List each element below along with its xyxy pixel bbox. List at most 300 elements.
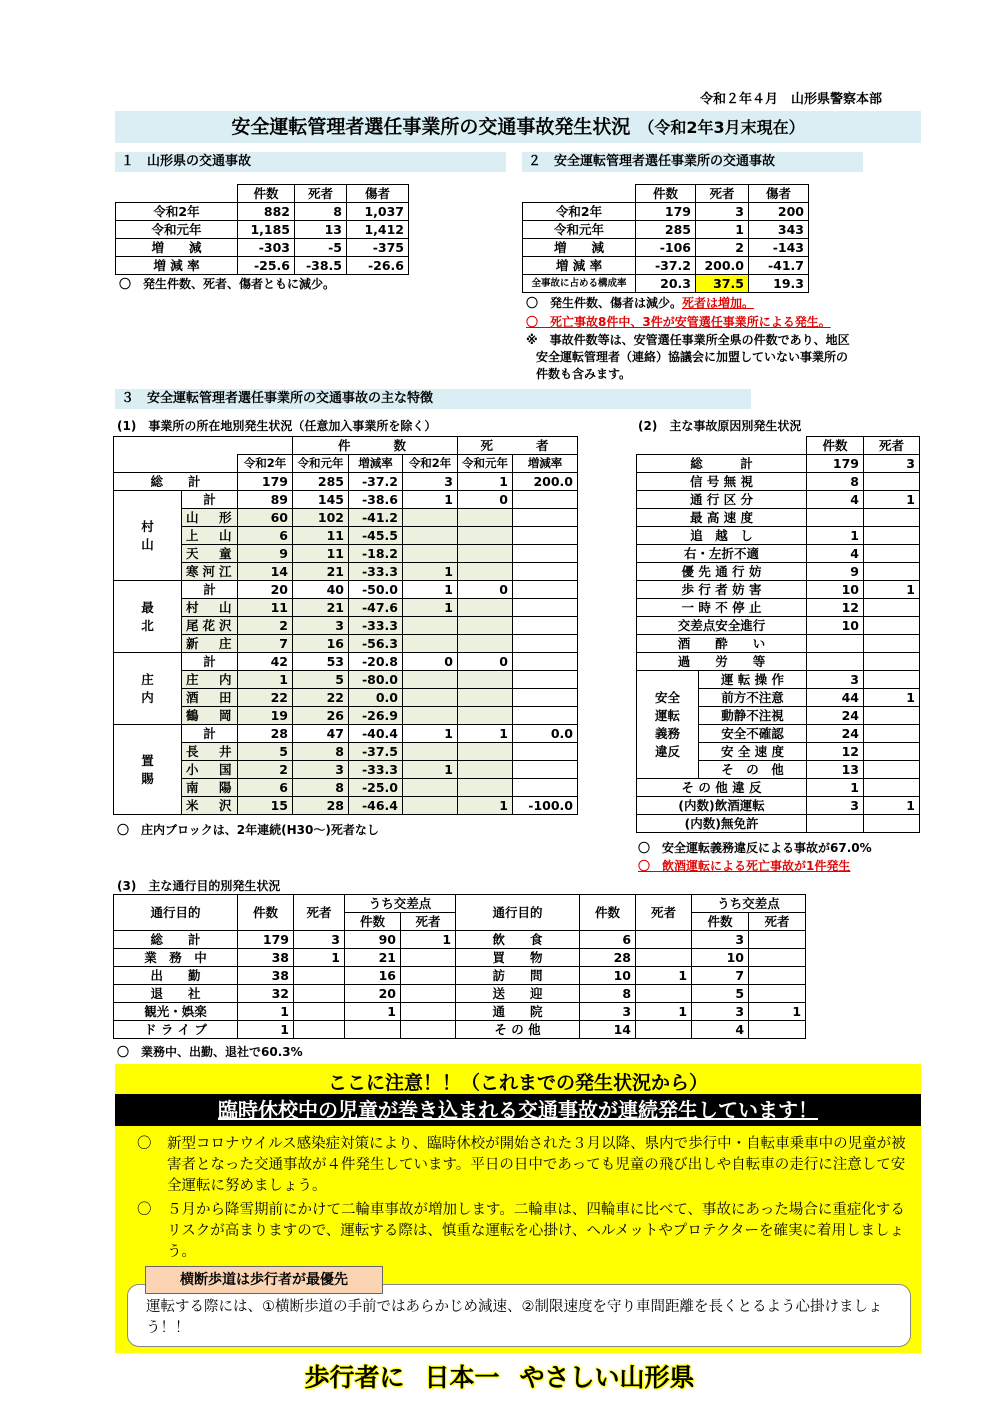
cell	[513, 653, 578, 671]
subtotal-label: 計	[182, 581, 238, 599]
cause-label: 総 計	[637, 455, 807, 473]
office-label: 長 井	[182, 743, 238, 761]
cell: 145	[293, 491, 349, 509]
table-row	[114, 599, 578, 617]
cell	[294, 967, 345, 985]
cell: 0	[403, 653, 458, 671]
table-row	[637, 473, 920, 491]
group-line: 運転	[654, 707, 680, 723]
cell: -37.5	[349, 743, 403, 761]
table-row	[114, 725, 578, 743]
col-header: 令和2年	[238, 455, 293, 473]
col-header: 件数	[636, 185, 696, 203]
cell	[403, 743, 458, 761]
table2-title: (2) 主な事故原因別発生状況	[638, 419, 802, 433]
cell: 20.3	[636, 275, 696, 293]
cell: 7	[692, 967, 749, 985]
cell	[864, 707, 920, 725]
cell: -38.6	[349, 491, 403, 509]
cell: 1	[864, 491, 920, 509]
cause-label: (内数)無免許	[637, 815, 807, 833]
col-header: 死者	[295, 185, 347, 203]
cell: 15	[238, 797, 293, 815]
table2-note2: 〇 飲酒運転による死亡事故が1件発生	[638, 859, 851, 873]
cell	[403, 617, 458, 635]
region-name	[114, 491, 182, 581]
cell: 0.0	[513, 725, 578, 743]
purpose-label: 送 迎	[456, 985, 580, 1003]
purpose-label: 訪 問	[456, 967, 580, 985]
col-header: うち交差点	[692, 895, 806, 913]
cell: 89	[238, 491, 293, 509]
cause-label: 信 号 無 視	[637, 473, 807, 491]
cell	[513, 599, 578, 617]
cause-label: 前方不注意	[699, 689, 807, 707]
cell: 26	[293, 707, 349, 725]
cell: 0	[458, 581, 513, 599]
region-char: 内	[141, 689, 154, 705]
col-header: 件数	[238, 895, 294, 931]
cell: 13	[295, 221, 347, 239]
cell	[513, 581, 578, 599]
table-row	[114, 967, 806, 985]
cause-label: 酒 酔 い	[637, 635, 807, 653]
region-name	[114, 725, 182, 815]
cell	[403, 689, 458, 707]
cell: 19	[238, 707, 293, 725]
cell	[458, 761, 513, 779]
col-header: 死者	[864, 437, 920, 455]
cell: -303	[238, 239, 295, 257]
cell: -56.3	[349, 635, 403, 653]
cell: 20	[238, 581, 293, 599]
table-row	[114, 931, 806, 949]
cell: 42	[238, 653, 293, 671]
cell	[864, 725, 920, 743]
cell: 343	[749, 221, 809, 239]
table-row	[114, 545, 578, 563]
location-table	[113, 436, 578, 815]
table-row	[637, 581, 920, 599]
row-label: 増 減 率	[116, 257, 238, 275]
cell: -18.2	[349, 545, 403, 563]
office-label: 寒河江	[182, 563, 238, 581]
crosswalk-priority-tag: 横断歩道は歩行者が最優先	[145, 1266, 383, 1294]
cell: 24	[807, 725, 864, 743]
region-char: 最	[141, 599, 154, 615]
cell: -46.4	[349, 797, 403, 815]
cell: 285	[636, 221, 696, 239]
cell: -375	[347, 239, 409, 257]
cell	[636, 985, 692, 1003]
cell: 1	[401, 931, 456, 949]
region-char: 置	[141, 752, 154, 768]
cell: 4	[807, 545, 864, 563]
purpose-label: 出 勤	[114, 967, 238, 985]
cell	[458, 743, 513, 761]
cell: -106	[636, 239, 696, 257]
cell	[636, 949, 692, 967]
cell	[513, 707, 578, 725]
caution-box	[115, 1064, 921, 1353]
section2-note3c: 件数も含みます。	[536, 367, 632, 381]
cell: 200	[749, 203, 809, 221]
cell: 32	[238, 985, 294, 1003]
cell	[401, 1021, 456, 1039]
title-main: 安全運転管理者選任事業所の交通事故発生状況	[231, 116, 631, 138]
cell: 1	[807, 779, 864, 797]
cell	[458, 617, 513, 635]
cell: 44	[807, 689, 864, 707]
cell	[345, 1021, 401, 1039]
cause-label: 優 先 通 行 妨	[637, 563, 807, 581]
violation-group-label	[637, 671, 699, 779]
cell: 5	[293, 671, 349, 689]
cell: 1	[294, 949, 345, 967]
cell: 3	[696, 203, 749, 221]
table-row	[114, 491, 578, 509]
cell: 21	[345, 949, 401, 967]
cause-label: そ の 他	[699, 761, 807, 779]
table-row	[114, 797, 578, 815]
section2-note1	[526, 295, 754, 312]
bullet-mark: 〇	[137, 1136, 152, 1152]
header-count: 件 数	[293, 437, 458, 455]
table1-title: (1) 事業所の所在地別発生状況（任意加入事業所を除く）	[117, 419, 437, 433]
table-row	[114, 1003, 806, 1021]
cell: 2	[238, 617, 293, 635]
group-line: 義務	[654, 725, 680, 741]
cell: 3	[864, 455, 920, 473]
cell: -38.5	[295, 257, 347, 275]
cell	[403, 707, 458, 725]
cell: -25.0	[349, 779, 403, 797]
cell	[864, 509, 920, 527]
cell: 1,037	[347, 203, 409, 221]
office-label: 小 国	[182, 761, 238, 779]
table-row	[114, 689, 578, 707]
cell: 200.0	[696, 257, 749, 275]
cell: 20	[345, 985, 401, 1003]
cell: 8	[580, 985, 636, 1003]
note-alert: 死者は増加。	[682, 296, 755, 310]
cell: 28	[238, 725, 293, 743]
cell	[749, 931, 806, 949]
cell: 21	[293, 563, 349, 581]
group-line: 安全	[654, 689, 680, 705]
col-header: 件数	[580, 895, 636, 931]
cell: 3	[294, 931, 345, 949]
cell: 1	[238, 1003, 294, 1021]
cell: 4	[807, 491, 864, 509]
row-label: 増 減 率	[523, 257, 636, 275]
cell	[294, 1021, 345, 1039]
table-row	[637, 527, 920, 545]
subtotal-label: 計	[182, 491, 238, 509]
subtotal-label: 計	[182, 725, 238, 743]
cell: 0	[458, 653, 513, 671]
table-row	[637, 779, 920, 797]
col-header: 令和2年	[403, 455, 458, 473]
cell	[458, 689, 513, 707]
cell	[807, 815, 864, 833]
cell: -80.0	[349, 671, 403, 689]
cause-label: 安全不確認	[699, 725, 807, 743]
cell: 16	[293, 635, 349, 653]
caution-banner: 臨時休校中の児童が巻き込まれる交通事故が連続発生しています！	[115, 1094, 921, 1126]
col-header: 通行目的	[456, 895, 580, 931]
cell: 1	[636, 1003, 692, 1021]
cell: -37.2	[349, 473, 403, 491]
cell: 1,412	[347, 221, 409, 239]
cause-label: 右・左折不適	[637, 545, 807, 563]
cause-label: 過 労 等	[637, 653, 807, 671]
cell	[403, 797, 458, 815]
purpose-label: 観光・娯楽	[114, 1003, 238, 1021]
cell: 11	[293, 545, 349, 563]
header-dead: 死 者	[458, 437, 578, 455]
cell: 8	[295, 203, 347, 221]
cell	[513, 779, 578, 797]
row-label: 増 減	[116, 239, 238, 257]
table-row	[637, 617, 920, 635]
cell: 28	[580, 949, 636, 967]
table-row	[637, 653, 920, 671]
col-header: 件数	[345, 913, 401, 931]
cell: 1	[403, 599, 458, 617]
table-row	[114, 707, 578, 725]
cell	[807, 653, 864, 671]
col-header: 増減率	[513, 455, 578, 473]
cell	[864, 563, 920, 581]
table-row	[114, 527, 578, 545]
cause-label: 運 転 操 作	[699, 671, 807, 689]
cell: 4	[692, 1021, 749, 1039]
cell	[636, 931, 692, 949]
cell	[294, 1003, 345, 1021]
page-title	[115, 111, 921, 143]
col-header: 傷者	[347, 185, 409, 203]
region-char: 北	[141, 617, 154, 633]
cell: 12	[807, 743, 864, 761]
cell: -33.3	[349, 761, 403, 779]
col-header: 死者	[749, 913, 806, 931]
col-header: 増減率	[349, 455, 403, 473]
cell	[513, 563, 578, 581]
row-label: 増 減	[523, 239, 636, 257]
purpose-label: 飲 食	[456, 931, 580, 949]
caution-heading: ここに注意！！（これまでの発生状況から）	[327, 1072, 708, 1094]
cell	[864, 473, 920, 491]
cell	[513, 743, 578, 761]
cell: 6	[238, 527, 293, 545]
cell: 179	[636, 203, 696, 221]
purpose-table	[113, 894, 806, 1039]
cell: 21	[293, 599, 349, 617]
cell: 13	[807, 761, 864, 779]
subtotal-label: 計	[182, 653, 238, 671]
cell: -20.8	[349, 653, 403, 671]
cell: 1	[807, 527, 864, 545]
cell	[749, 967, 806, 985]
cell	[864, 743, 920, 761]
table3-title: (3) 主な通行目的別発生状況	[117, 879, 281, 893]
cell	[294, 985, 345, 1003]
cell: 10	[807, 581, 864, 599]
cell	[513, 689, 578, 707]
cell: 1	[403, 581, 458, 599]
cell: 19.3	[749, 275, 809, 293]
section2-heading: ２ 安全運転管理者選任事業所の交通事故	[522, 152, 863, 172]
cell	[864, 779, 920, 797]
slogan-part: 日本一	[424, 1363, 500, 1392]
cell: 22	[293, 689, 349, 707]
table-row	[114, 581, 578, 599]
cell: -143	[749, 239, 809, 257]
col-header: 傷者	[749, 185, 809, 203]
cell	[864, 635, 920, 653]
cell	[458, 545, 513, 563]
cell: 0	[458, 491, 513, 509]
purpose-label: ド ラ イ ブ	[114, 1021, 238, 1039]
office-label: 山 形	[182, 509, 238, 527]
cell: 1	[403, 563, 458, 581]
cell: 179	[807, 455, 864, 473]
cell	[513, 635, 578, 653]
cell: 10	[580, 967, 636, 985]
table-row	[637, 455, 920, 473]
table2-note1: 〇 安全運転義務違反による事故が67.0%	[638, 841, 872, 855]
table-row	[114, 653, 578, 671]
cell: -45.5	[349, 527, 403, 545]
cell: 5	[238, 743, 293, 761]
cell: 12	[807, 599, 864, 617]
cell: -47.6	[349, 599, 403, 617]
cell: 38	[238, 967, 294, 985]
cell: 14	[580, 1021, 636, 1039]
cell: 3	[807, 671, 864, 689]
cell	[458, 671, 513, 689]
row-label: 令和元年	[116, 221, 238, 239]
cause-label: 一 時 不 停 止	[637, 599, 807, 617]
col-header: 死者	[636, 895, 692, 931]
cell: 1	[403, 761, 458, 779]
table-row	[114, 985, 806, 1003]
col-header: 令和元年	[458, 455, 513, 473]
cell	[458, 779, 513, 797]
cell: -33.3	[349, 563, 403, 581]
cell: -26.9	[349, 707, 403, 725]
cell	[807, 635, 864, 653]
cell	[864, 527, 920, 545]
cell: 53	[293, 653, 349, 671]
cell: 24	[807, 707, 864, 725]
bullet-mark: 〇	[137, 1202, 152, 1218]
col-header: 通行目的	[114, 895, 238, 931]
section1-note: 〇 発生件数、死者、傷者ともに減少。	[119, 277, 336, 291]
cell: 47	[293, 725, 349, 743]
cell	[401, 967, 456, 985]
cell	[458, 509, 513, 527]
cell: 11	[293, 527, 349, 545]
table-row	[637, 671, 920, 689]
cell: 8	[293, 743, 349, 761]
cell: 200.0	[513, 473, 578, 491]
table-row	[637, 563, 920, 581]
cause-label: (内数)飲酒運転	[637, 797, 807, 815]
purpose-rows	[114, 931, 806, 1039]
cause-table	[636, 436, 920, 833]
cell	[864, 671, 920, 689]
blank-cell	[523, 185, 636, 203]
advice-text: 運転する際には、①横断歩道の手前ではあらかじめ減速、②制限速度を守り車間距離を長くとるよう心掛けましょう！！	[146, 1299, 883, 1336]
cell	[749, 985, 806, 1003]
cell: 1	[345, 1003, 401, 1021]
cell: 3	[692, 1003, 749, 1021]
table-row	[114, 779, 578, 797]
cell	[864, 617, 920, 635]
table-row	[114, 949, 806, 967]
cell	[403, 545, 458, 563]
table-row	[637, 797, 920, 815]
cell	[864, 815, 920, 833]
cause-label: 動静不注視	[699, 707, 807, 725]
row-label: 全事故に占める構成率	[523, 275, 636, 293]
table-row	[637, 599, 920, 617]
office-label: 村 山	[182, 599, 238, 617]
highlight-cell: 37.5	[696, 275, 749, 293]
row-label: 令和2年	[523, 203, 636, 221]
cell: -50.0	[349, 581, 403, 599]
cause-label: そ の 他 違 反	[637, 779, 807, 797]
cell: 1	[403, 725, 458, 743]
cause-label: 歩 行 者 妨 害	[637, 581, 807, 599]
table1-note: 〇 庄内ブロックは、2年連続(H30～)死者なし	[117, 823, 379, 837]
note-text: 〇 発生件数、傷者は減少。	[526, 296, 683, 310]
cell: 5	[692, 985, 749, 1003]
cell	[864, 761, 920, 779]
cell: 9	[238, 545, 293, 563]
cell	[458, 635, 513, 653]
cell	[513, 617, 578, 635]
prefecture-accident-table	[115, 184, 409, 275]
cell: 6	[238, 779, 293, 797]
cell: 6	[580, 931, 636, 949]
cell: -41.2	[349, 509, 403, 527]
cell: 8	[293, 779, 349, 797]
title-date: （令和2年3月末現在）	[638, 118, 805, 137]
cell: 1	[749, 1003, 806, 1021]
row-label: 令和元年	[523, 221, 636, 239]
cell	[513, 761, 578, 779]
issuer-date: 令和２年４月 山形県警察本部	[700, 92, 883, 107]
cell	[458, 707, 513, 725]
office-label: 上 山	[182, 527, 238, 545]
section2-note3b: 安全運転管理者（連絡）協議会に加盟していない事業所の	[536, 350, 849, 364]
cell: 90	[345, 931, 401, 949]
cell: 3	[293, 761, 349, 779]
table-row	[637, 545, 920, 563]
caution-paragraph-1	[137, 1134, 907, 1197]
cell: 40	[293, 581, 349, 599]
cell: 179	[238, 473, 293, 491]
cause-label: 通 行 区 分	[637, 491, 807, 509]
cell: 1	[864, 581, 920, 599]
col-header: 件数	[692, 913, 749, 931]
slogan-part: やさしい山形県	[519, 1363, 695, 1392]
office-label: 米 沢	[182, 797, 238, 815]
col-header: 死者	[294, 895, 345, 931]
